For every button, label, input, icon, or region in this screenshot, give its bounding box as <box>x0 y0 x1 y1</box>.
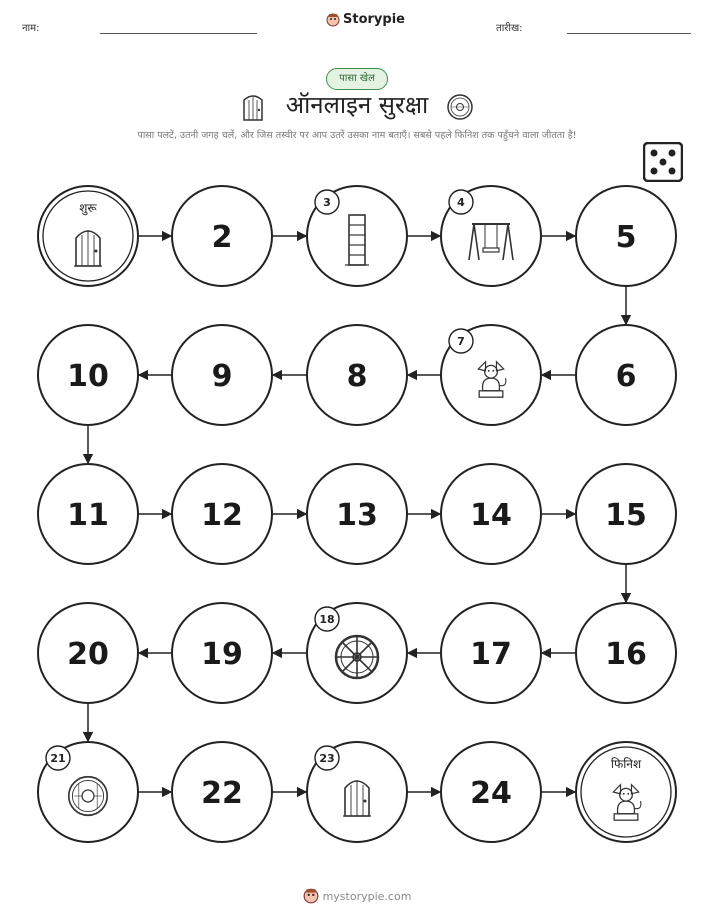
space-number: 16 <box>605 637 647 672</box>
board-space-1 <box>38 186 138 286</box>
board-space-11 <box>38 464 138 564</box>
board-space-4 <box>441 186 541 286</box>
instructions: पासा पलटें, उतनी जगह चलें, और जिस तस्वीर पर आप उतरें उसका नाम बताएँ। सबसे पहले फिनिश तक पहुँचने वाला जीतता है! <box>137 130 577 141</box>
board-space-19 <box>172 603 272 703</box>
board-space-20 <box>38 603 138 703</box>
brand-name: Storypie <box>343 12 405 27</box>
space-number: 18 <box>319 613 335 626</box>
board-space-7 <box>441 325 541 425</box>
board-space-12 <box>172 464 272 564</box>
footer <box>0 888 714 904</box>
board-space-8 <box>307 325 407 425</box>
space-number: 22 <box>201 776 243 811</box>
space-number: 15 <box>605 498 647 533</box>
space-number: 9 <box>211 359 233 394</box>
space-number: 24 <box>470 776 512 811</box>
board-space-2 <box>172 186 272 286</box>
board-space-10 <box>38 325 138 425</box>
board-space-25 <box>576 742 676 842</box>
space-number: 6 <box>615 359 637 394</box>
space-number: 21 <box>50 752 66 765</box>
board-space-24 <box>441 742 541 842</box>
board-space-17 <box>441 603 541 703</box>
wagon-wheel-icon <box>336 636 378 678</box>
space-number: 5 <box>615 220 637 255</box>
finish-label: फिनिश <box>610 757 642 771</box>
space-number: 12 <box>201 498 243 533</box>
space-number: 11 <box>67 498 109 533</box>
board-space-18 <box>307 603 407 703</box>
space-number: 3 <box>323 196 331 209</box>
board-space-13 <box>307 464 407 564</box>
board-space-5 <box>576 186 676 286</box>
space-number: 19 <box>201 637 243 672</box>
title-text: ऑनलाइन सुरक्षा <box>285 91 429 119</box>
board-space-9 <box>172 325 272 425</box>
name-label: नाम: <box>22 23 40 34</box>
start-label: शुरू <box>79 201 97 215</box>
board-space-15 <box>576 464 676 564</box>
storypie-logo-icon <box>303 888 319 904</box>
board-space-14 <box>441 464 541 564</box>
board-space-6 <box>576 325 676 425</box>
space-number: 14 <box>470 498 512 533</box>
game-type-badge: पासा खेल <box>326 68 388 90</box>
space-number: 17 <box>470 637 512 672</box>
space-number: 13 <box>336 498 378 533</box>
board-space-3 <box>307 186 407 286</box>
board-space-23 <box>307 742 407 842</box>
footer-url: mystorypie.com <box>322 889 412 903</box>
board-space-21 <box>38 742 138 842</box>
space-number: 20 <box>67 637 109 672</box>
space-number: 10 <box>67 359 109 394</box>
board-space-22 <box>172 742 272 842</box>
space-number: 8 <box>346 359 368 394</box>
board-space-16 <box>576 603 676 703</box>
space-number: 7 <box>457 335 465 348</box>
date-label: तारीख: <box>496 23 523 34</box>
space-number: 4 <box>457 196 465 209</box>
space-number: 2 <box>211 220 233 255</box>
space-number: 23 <box>319 752 335 765</box>
